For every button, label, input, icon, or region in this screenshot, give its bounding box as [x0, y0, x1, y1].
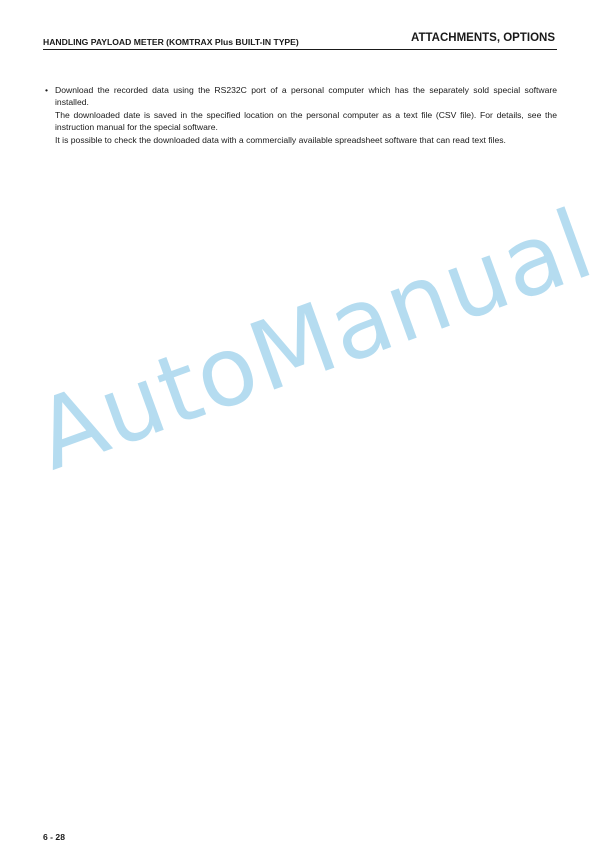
bullet-icon: • — [45, 85, 49, 95]
header-divider — [43, 49, 557, 50]
page-number: 6 - 28 — [43, 832, 65, 842]
bullet-item — [43, 84, 557, 146]
chapter-title: ATTACHMENTS, OPTIONS — [411, 32, 555, 44]
paragraph-saved-location: The downloaded date is saved in the specified location on the personal computer as a text file (CSV file). For details, see the instruction manual for the special software. — [55, 109, 557, 133]
body-content — [43, 84, 557, 146]
section-title: HANDLING PAYLOAD METER (KOMTRAX Plus BUILT-IN TYPE) — [43, 37, 299, 47]
paragraph-spreadsheet: It is possible to check the downloaded data with a commercially available spreadsheet software that can read text files. — [55, 134, 506, 145]
watermark: AutoManual — [21, 187, 607, 492]
paragraph-download: Download the recorded data using the RS232C port of a personal computer which has the separately sold special software installed. — [55, 85, 557, 108]
